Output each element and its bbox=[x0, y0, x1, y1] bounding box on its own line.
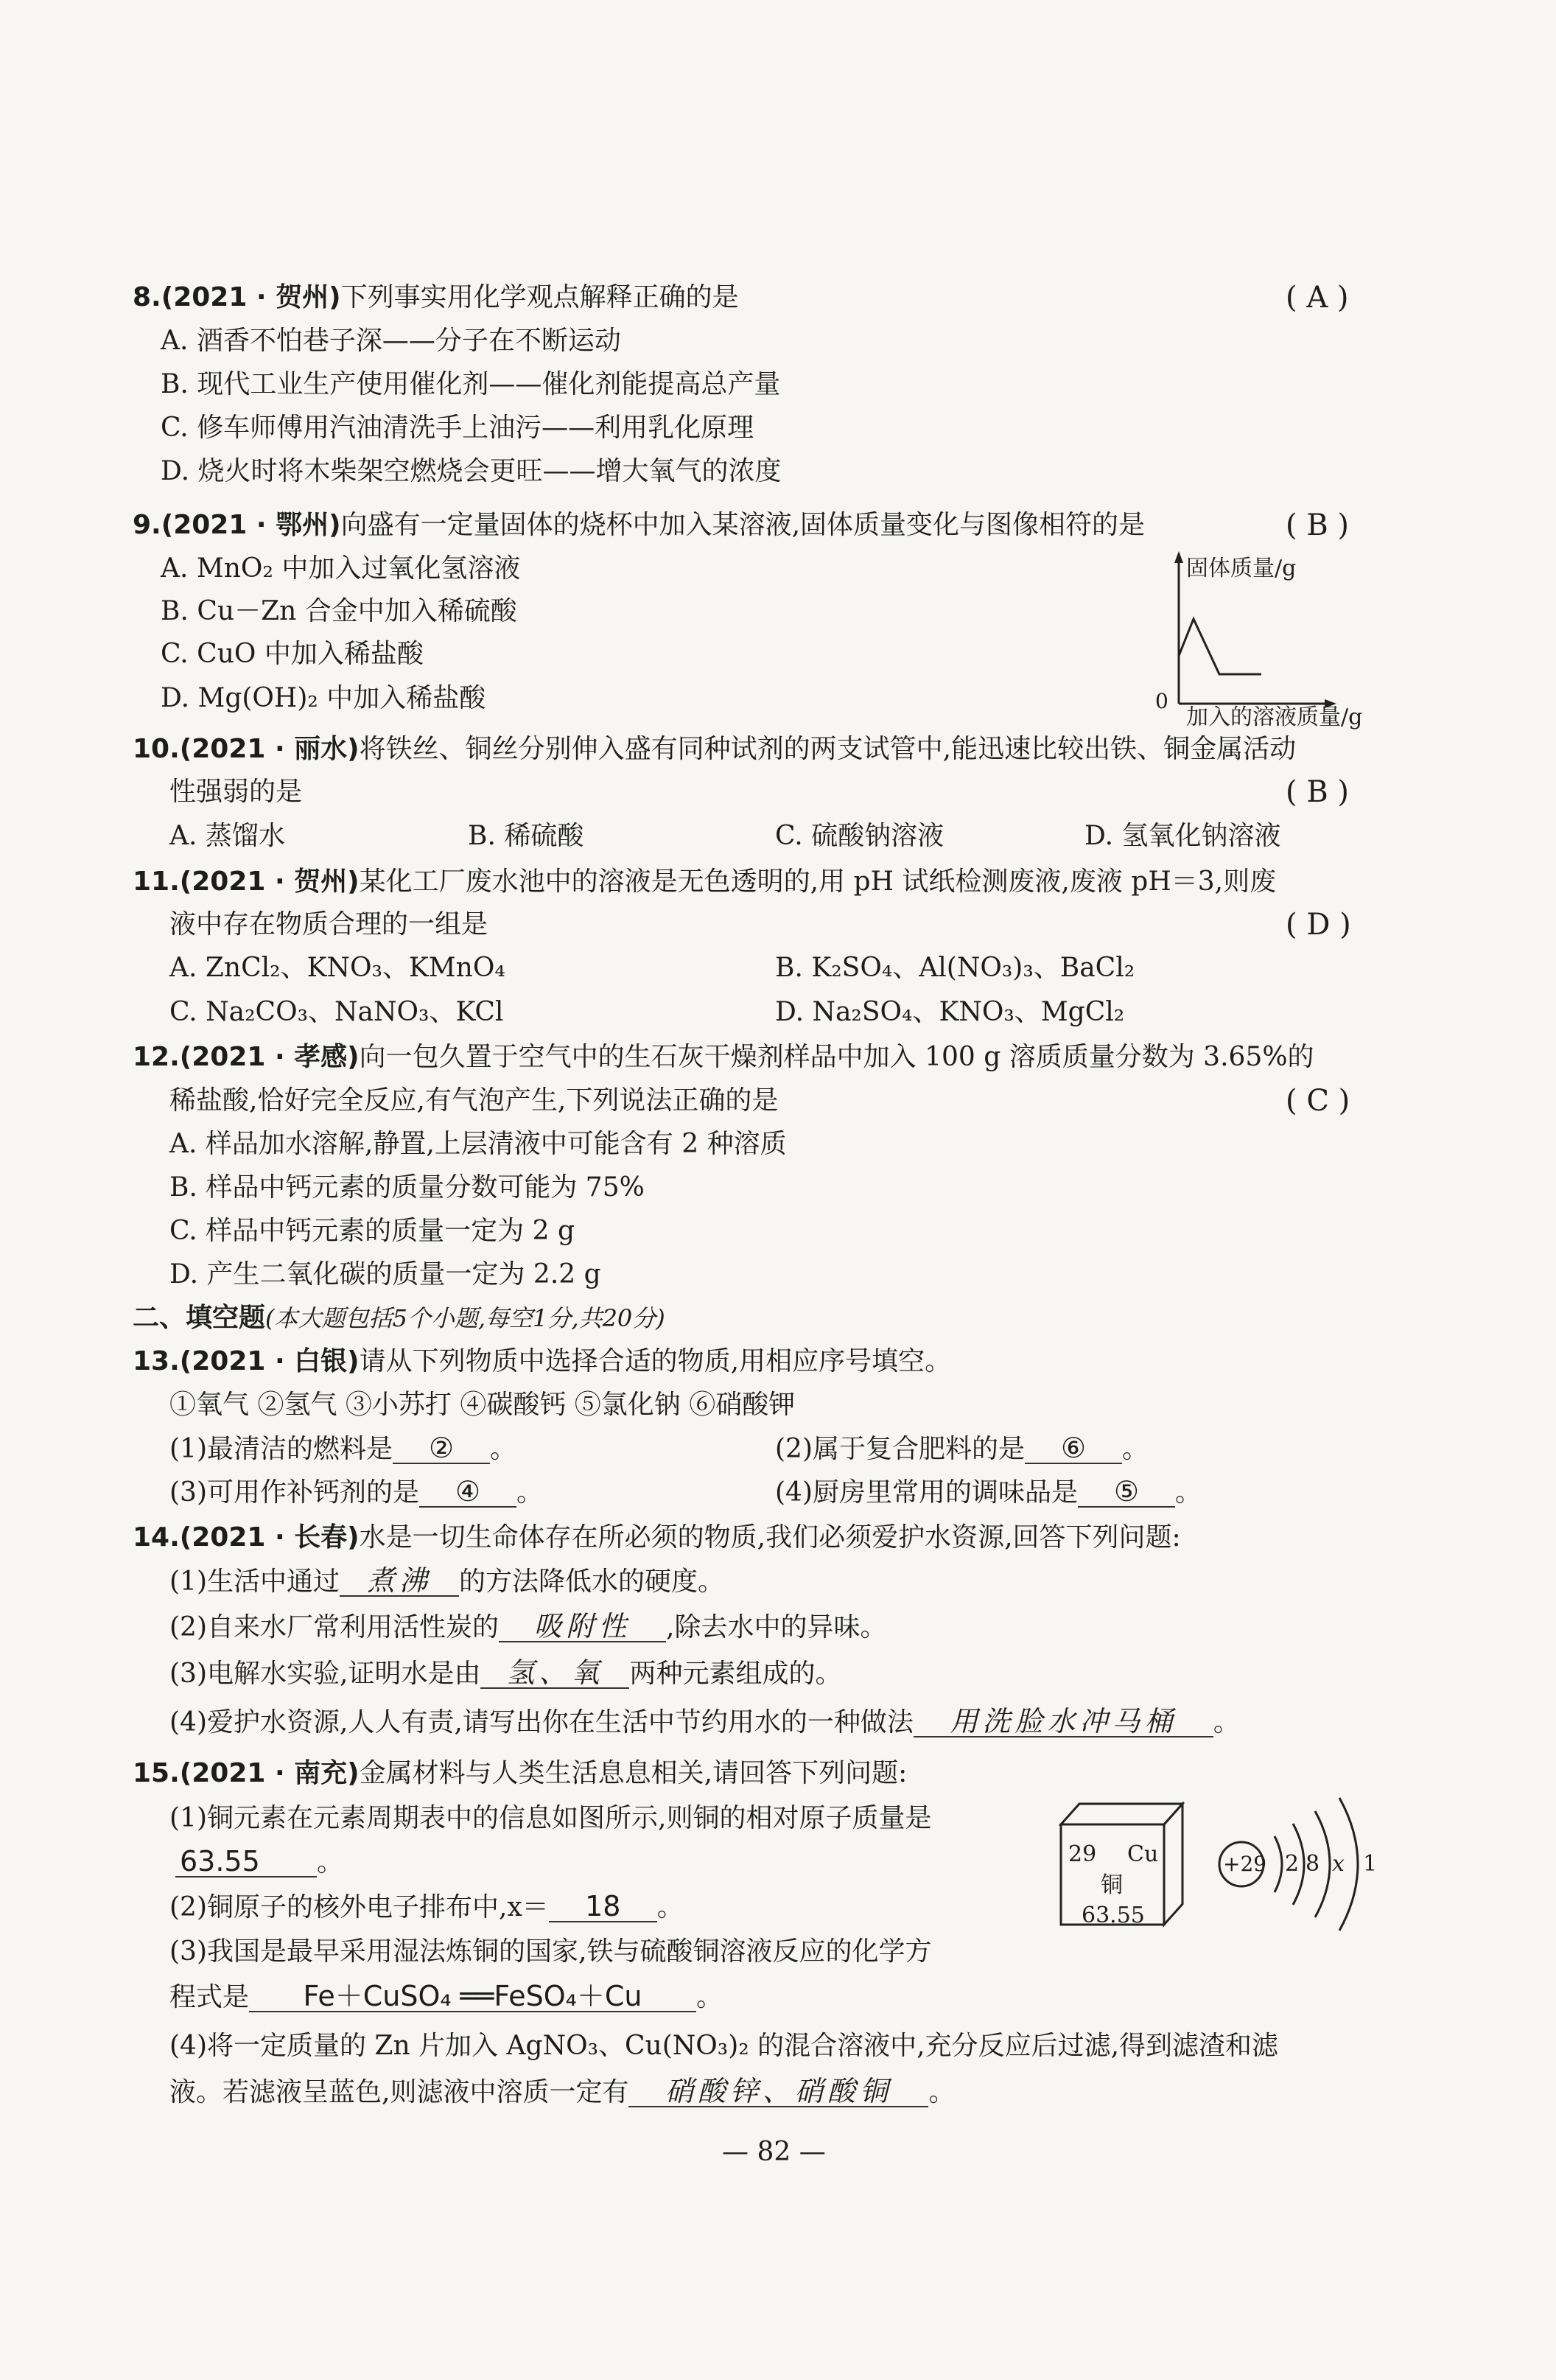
q15-part-2 bbox=[169, 1891, 684, 1924]
q15-part-3-label: 程式是 bbox=[169, 1982, 250, 2012]
element-number: 29 bbox=[1068, 1841, 1097, 1867]
q15-answer-3: Fe＋CuSO₄ ══FeSO₄＋Cu bbox=[249, 1981, 696, 2012]
q14-part-4-label: (4)爱护水资源,人人有责,请写出你在生活中节约用水的一种做法 bbox=[169, 1707, 914, 1737]
graph-y-arrow bbox=[1174, 551, 1183, 563]
q9-source: (2021 · 鄂州) bbox=[161, 510, 341, 540]
atom-nucleus-charge: +29 bbox=[1223, 1852, 1267, 1876]
q8-number: 8. bbox=[133, 282, 161, 312]
q10-answer: ( B ) bbox=[1286, 775, 1350, 809]
q13-stem bbox=[133, 1345, 951, 1378]
q13-answer-3: ④ bbox=[419, 1477, 516, 1508]
q15-number: 15. bbox=[133, 1758, 180, 1788]
q13-end-3: 。 bbox=[516, 1477, 544, 1508]
q11-option-a: A. ZnCl₂、KNO₃、KMnO₄ bbox=[169, 953, 505, 983]
graph-x-label: 加入的溶液质量/g bbox=[1186, 704, 1363, 730]
element-symbol: Cu bbox=[1127, 1841, 1159, 1867]
q8-option-b: B. 现代工业生产使用催化剂——催化剂能提高总产量 bbox=[161, 369, 781, 399]
section-2-heading bbox=[133, 1302, 665, 1334]
q15-end-1: 。 bbox=[317, 1847, 344, 1877]
q8-text: 下列事实用化学观点解释正确的是 bbox=[340, 282, 739, 312]
q15-part-3: (3)我国是最早采用湿法炼铜的国家,铁与硫酸铜溶液反应的化学方 bbox=[169, 1936, 932, 1967]
q13-answer-1: ② bbox=[393, 1433, 490, 1464]
q15-end-2: 。 bbox=[656, 1892, 684, 1922]
q10-stem-cont: 性强弱的是 bbox=[169, 777, 303, 807]
section-2-note: (本大题包括5个小题,每空1分,共20分) bbox=[265, 1304, 665, 1332]
q12-answer: ( C ) bbox=[1286, 1084, 1350, 1118]
q13-end-4: 。 bbox=[1175, 1477, 1202, 1508]
q9-stem bbox=[133, 509, 1145, 542]
q12-text: 向一包久置于空气中的生石灰干燥剂样品中加入 100 g 溶质质量分数为 3.65%的 bbox=[359, 1042, 1314, 1072]
q13-choices: ①氧气 ②氢气 ③小苏打 ④碳酸钙 ⑤氯化钠 ⑥硝酸钾 bbox=[169, 1390, 796, 1420]
q13-end-2: 。 bbox=[1122, 1434, 1149, 1464]
shell-2-count: 8 bbox=[1306, 1851, 1320, 1877]
q8-option-d: D. 烧火时将木柴架空燃烧会更旺——增大氧气的浓度 bbox=[161, 456, 782, 486]
q13-part-1-label: (1)最清洁的燃料是 bbox=[169, 1434, 393, 1464]
q12-source: (2021 · 孝感) bbox=[179, 1042, 360, 1072]
q13-part-2 bbox=[775, 1433, 1149, 1466]
q8-option-c: C. 修车师傅用汽油清洗手上油污——利用乳化原理 bbox=[161, 413, 754, 443]
cube-top bbox=[1061, 1804, 1182, 1824]
q9-text: 向盛有一定量固体的烧杯中加入某溶液,固体质量变化与图像相符的是 bbox=[340, 510, 1146, 540]
element-mass: 63.55 bbox=[1082, 1903, 1145, 1928]
q15-answer-4: 硝酸锌、硝酸铜 bbox=[628, 2076, 928, 2107]
q10-option-d: D. 氢氧化钠溶液 bbox=[1084, 821, 1281, 851]
q14-answer-3: 氢、氧 bbox=[480, 1658, 629, 1689]
q14-stem bbox=[133, 1522, 1181, 1554]
q9-option-a: A. MnO₂ 中加入过氧化氢溶液 bbox=[161, 553, 521, 584]
q9-answer: ( B ) bbox=[1286, 508, 1350, 542]
q8-answer: ( A ) bbox=[1286, 281, 1349, 315]
q14-part-4-tail: 。 bbox=[1213, 1707, 1240, 1737]
page-number: — 82 — bbox=[722, 2137, 826, 2167]
q13-part-4-label: (4)厨房里常用的调味品是 bbox=[775, 1477, 1078, 1508]
q10-source: (2021 · 丽水) bbox=[179, 734, 360, 764]
q9-number: 9. bbox=[133, 510, 161, 540]
q15-answer-2: 18 bbox=[549, 1891, 657, 1922]
q15-part-4-label: 液。若滤液呈蓝色,则滤液中溶质一定有 bbox=[169, 2077, 629, 2107]
q9-option-c: C. CuO 中加入稀盐酸 bbox=[161, 639, 424, 669]
q15-part-4-cont bbox=[169, 2076, 955, 2109]
q14-answer-1: 煮沸 bbox=[340, 1566, 459, 1597]
q14-part-2-tail: ,除去水中的异味。 bbox=[666, 1612, 887, 1642]
q14-part-3-tail: 两种元素组成的。 bbox=[629, 1659, 842, 1689]
q11-option-b: B. K₂SO₄、Al(NO₃)₃、BaCl₂ bbox=[775, 953, 1135, 983]
q13-answer-2: ⑥ bbox=[1025, 1433, 1122, 1464]
q15-part-4: (4)将一定质量的 Zn 片加入 AgNO₃、Cu(NO₃)₂ 的混合溶液中,充分反应后过滤,得到滤渣和滤 bbox=[169, 2031, 1279, 2061]
q11-number: 11. bbox=[133, 867, 180, 897]
q11-source: (2021 · 贺州) bbox=[179, 867, 360, 897]
q13-part-4 bbox=[775, 1477, 1202, 1509]
q8-stem bbox=[133, 281, 739, 314]
q15-stem bbox=[133, 1757, 907, 1790]
shell-1-count: 2 bbox=[1285, 1851, 1300, 1877]
q15-end-3: 。 bbox=[696, 1982, 723, 2012]
q10-text: 将铁丝、铜丝分别伸入盛有同种试剂的两支试管中,能迅速比较出铁、铜金属活动 bbox=[359, 734, 1297, 764]
q12-option-c: C. 样品中钙元素的质量一定为 2 g bbox=[169, 1216, 575, 1246]
q11-answer: ( D ) bbox=[1286, 908, 1351, 942]
q10-option-b: B. 稀硫酸 bbox=[468, 821, 584, 851]
section-2-title: 二、填空题 bbox=[133, 1303, 266, 1333]
q11-stem-cont: 液中存在物质合理的一组是 bbox=[169, 909, 488, 939]
graph-curve bbox=[1179, 619, 1261, 674]
q15-part-1: (1)铜元素在元素周期表中的信息如图所示,则铜的相对原子质量是 bbox=[169, 1803, 932, 1833]
element-name: 铜 bbox=[1101, 1872, 1123, 1898]
q13-part-1 bbox=[169, 1433, 516, 1466]
q15-part-3-eq bbox=[169, 1981, 723, 2014]
q13-answer-4: ⑤ bbox=[1078, 1477, 1175, 1508]
q14-number: 14. bbox=[133, 1522, 180, 1553]
q14-part-2 bbox=[169, 1611, 886, 1644]
q10-number: 10. bbox=[133, 734, 180, 764]
q14-part-2-label: (2)自来水厂常利用活性炭的 bbox=[169, 1612, 499, 1642]
q13-end-1: 。 bbox=[490, 1434, 517, 1464]
q14-part-4 bbox=[169, 1707, 1240, 1739]
q15-part-2-label: (2)铜原子的核外电子排布中,x＝ bbox=[169, 1892, 549, 1922]
shell-4-count: 1 bbox=[1363, 1851, 1378, 1877]
q14-answer-4: 用洗脸水冲马桶 bbox=[914, 1707, 1213, 1737]
q14-answer-2: 吸附性 bbox=[499, 1611, 666, 1642]
q10-option-c: C. 硫酸钠溶液 bbox=[775, 821, 945, 851]
q12-option-b: B. 样品中钙元素的质量分数可能为 75% bbox=[169, 1172, 645, 1203]
q15-text: 金属材料与人类生活息息相关,请回答下列问题: bbox=[359, 1758, 908, 1788]
q11-option-c: C. Na₂CO₃、NaNO₃、KCl bbox=[169, 997, 504, 1027]
q13-number: 13. bbox=[133, 1346, 180, 1376]
shell-3-count: x bbox=[1332, 1851, 1345, 1877]
shell-arc-1 bbox=[1275, 1836, 1282, 1892]
q14-part-1-label: (1)生活中通过 bbox=[169, 1567, 340, 1597]
q12-stem bbox=[133, 1041, 1314, 1074]
q11-stem bbox=[133, 866, 1276, 898]
q14-part-3-label: (3)电解水实验,证明水是由 bbox=[169, 1659, 481, 1689]
q13-part-3 bbox=[169, 1477, 543, 1509]
q15-part-1-answer-line bbox=[175, 1847, 343, 1879]
q10-option-a: A. 蒸馏水 bbox=[169, 821, 285, 851]
q15-end-4: 。 bbox=[928, 2077, 956, 2107]
q14-part-1 bbox=[169, 1566, 724, 1598]
q9-option-b: B. Cu－Zn 合金中加入稀硫酸 bbox=[161, 596, 517, 626]
q11-option-d: D. Na₂SO₄、KNO₃、MgCl₂ bbox=[775, 997, 1125, 1027]
q12-option-a: A. 样品加水溶解,静置,上层清液中可能含有 2 种溶质 bbox=[169, 1129, 787, 1159]
q12-stem-cont: 稀盐酸,恰好完全反应,有气泡产生,下列说法正确的是 bbox=[169, 1085, 779, 1116]
q14-text: 水是一切生命体存在所必须的物质,我们必须爱护水资源,回答下列问题: bbox=[359, 1522, 1181, 1553]
q13-part-3-label: (3)可用作补钙剂的是 bbox=[169, 1477, 419, 1508]
q15-answer-1: 63.55 bbox=[175, 1847, 317, 1877]
q11-text: 某化工厂废水池中的溶液是无色透明的,用 pH 试纸检测废液,废液 pH＝3,则废 bbox=[359, 867, 1277, 897]
q14-source: (2021 · 长春) bbox=[179, 1522, 360, 1553]
q13-source: (2021 · 白银) bbox=[179, 1346, 360, 1376]
q13-part-2-label: (2)属于复合肥料的是 bbox=[775, 1434, 1025, 1464]
q15-source: (2021 · 南充) bbox=[179, 1758, 360, 1788]
q14-part-3 bbox=[169, 1658, 841, 1690]
q13-text: 请从下列物质中选择合适的物质,用相应序号填空。 bbox=[359, 1346, 952, 1376]
cube-side bbox=[1164, 1804, 1182, 1925]
graph-y-label: 固体质量/g bbox=[1186, 556, 1297, 581]
q12-option-d: D. 产生二氧化碳的质量一定为 2.2 g bbox=[169, 1259, 601, 1289]
q10-stem bbox=[133, 733, 1296, 766]
q8-option-a: A. 酒香不怕巷子深——分子在不断运动 bbox=[161, 326, 621, 356]
q12-number: 12. bbox=[133, 1042, 180, 1072]
graph-origin: 0 bbox=[1155, 689, 1168, 713]
q9-option-d: D. Mg(OH)₂ 中加入稀盐酸 bbox=[161, 683, 486, 713]
q8-source: (2021 · 贺州) bbox=[161, 282, 341, 312]
q14-part-1-tail: 的方法降低水的硬度。 bbox=[459, 1567, 725, 1597]
